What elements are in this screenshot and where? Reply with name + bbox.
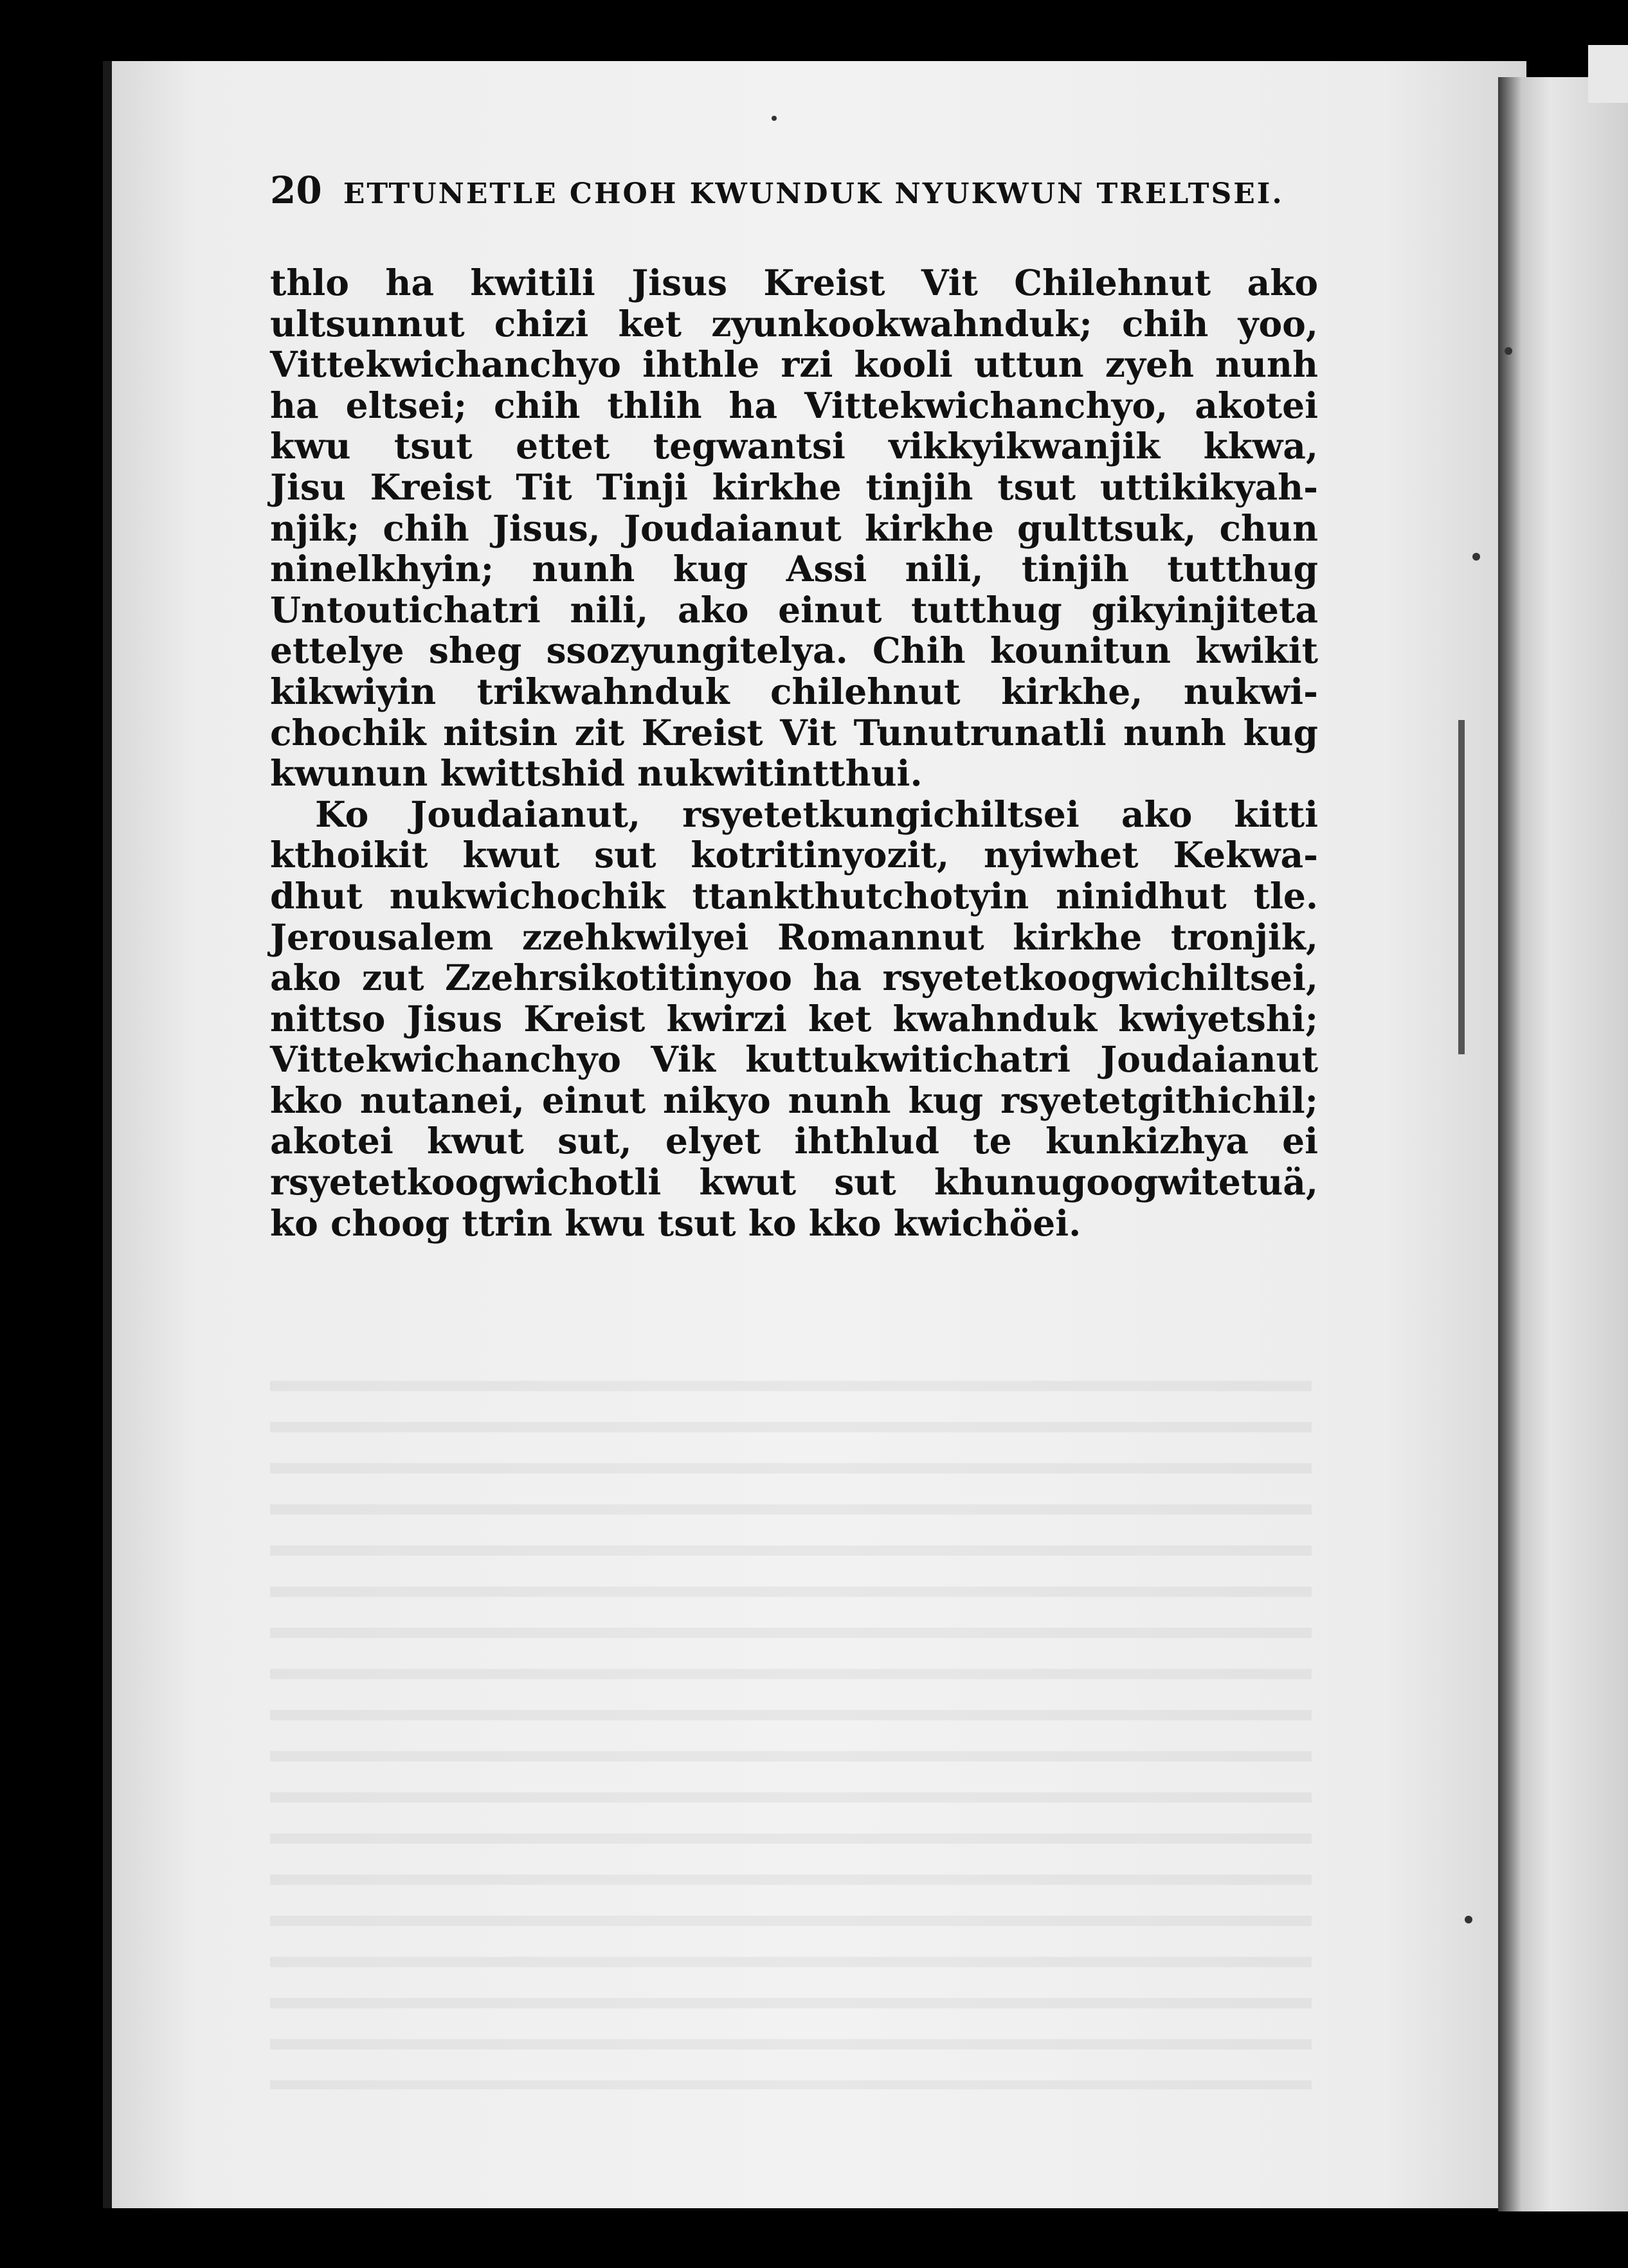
text-line: thlo ha kwitili Jisus Kreist Vit Chilehnut ako xyxy=(270,262,1318,303)
text-line: kwunun kwittshid nukwitintthui. xyxy=(270,752,923,795)
show-through-text xyxy=(270,1350,1312,2089)
ink-speck xyxy=(1465,1916,1472,1923)
ink-speck xyxy=(772,116,777,121)
text-line: ultsunnut chizi ket zyunkookwahnduk; chih yoo, xyxy=(270,302,1318,345)
text-line: ako zut Zzehrsikotitinyoo ha rsyetetkoogwichiltsei, xyxy=(270,957,1318,999)
text-line: Vittekwichanchyo ihthle rzi kooli uttun zyeh nunh xyxy=(270,343,1318,386)
paper-corner xyxy=(1588,45,1628,103)
running-title: ETTUNETLE CHOH KWUNDUK NYUKWUN TRELTSEI. xyxy=(343,177,1284,210)
text-line: kthoikit kwut sut kotritinyozit, nyiwhet Kekwa- xyxy=(270,834,1318,876)
margin-bar xyxy=(1458,720,1465,1054)
text-line: Jerousalem zzehkwilyei Romannut kirkhe tronjik, xyxy=(270,915,1318,958)
text-line: nittso Jisus Kreist kwirzi ket kwahnduk kwiyetshi; xyxy=(270,997,1318,1040)
text-line: akotei kwut sut, elyet ihthlud te kunkizhya ei xyxy=(270,1120,1318,1162)
text-line: kko nutanei, einut nikyo nunh kug rsyetetgithichil; xyxy=(270,1079,1318,1121)
text-line: dhut nukwichochik ttankthutchotyin ninidhut tle. xyxy=(270,874,1318,917)
text-line: kikwiyin trikwahnduk chilehnut kirkhe, nukwi- xyxy=(270,670,1318,712)
text-line: njik; chih Jisus, Joudaianut kirkhe gulttsuk, chun xyxy=(270,507,1318,549)
text-line: Jisu Kreist Tit Tinji kirkhe tinjih tsut uttikikyah- xyxy=(270,465,1318,508)
ink-speck xyxy=(1505,347,1512,355)
facing-page-edge xyxy=(1498,77,1628,2211)
text-line: ko choog ttrin kwu tsut ko kko kwichöei. xyxy=(270,1202,1081,1244)
text-line: chochik nitsin zit Kreist Vit Tunutrunatli nunh kug xyxy=(270,711,1318,753)
page-number: 20 xyxy=(270,168,322,212)
text-line: ettelye sheg ssozyungitelya. Chih kounitun kwikit xyxy=(270,629,1318,672)
text-line: kwu tsut ettet tegwantsi vikkyikwanjik kkwa, xyxy=(270,425,1318,467)
text-line: Vittekwichanchyo Vik kuttukwitichatri Joudaianut xyxy=(270,1038,1318,1081)
text-line: Ko Joudaianut, rsyetetkungichiltsei ako kitti xyxy=(315,793,1318,835)
text-line: rsyetetkoogwichotli kwut sut khunugoogwitetuä, xyxy=(270,1161,1318,1203)
ink-speck xyxy=(1472,553,1480,561)
text-line: Untoutichatri nili, ako einut tutthug gikyinjiteta xyxy=(270,588,1318,631)
running-header xyxy=(270,168,1312,212)
text-line: ha eltsei; chih thlih ha Vittekwichanchyo, akotei xyxy=(270,384,1318,426)
text-line: ninelkhyin; nunh kug Assi nili, tinjih tutthug xyxy=(270,548,1318,590)
body-text xyxy=(270,262,1318,1243)
